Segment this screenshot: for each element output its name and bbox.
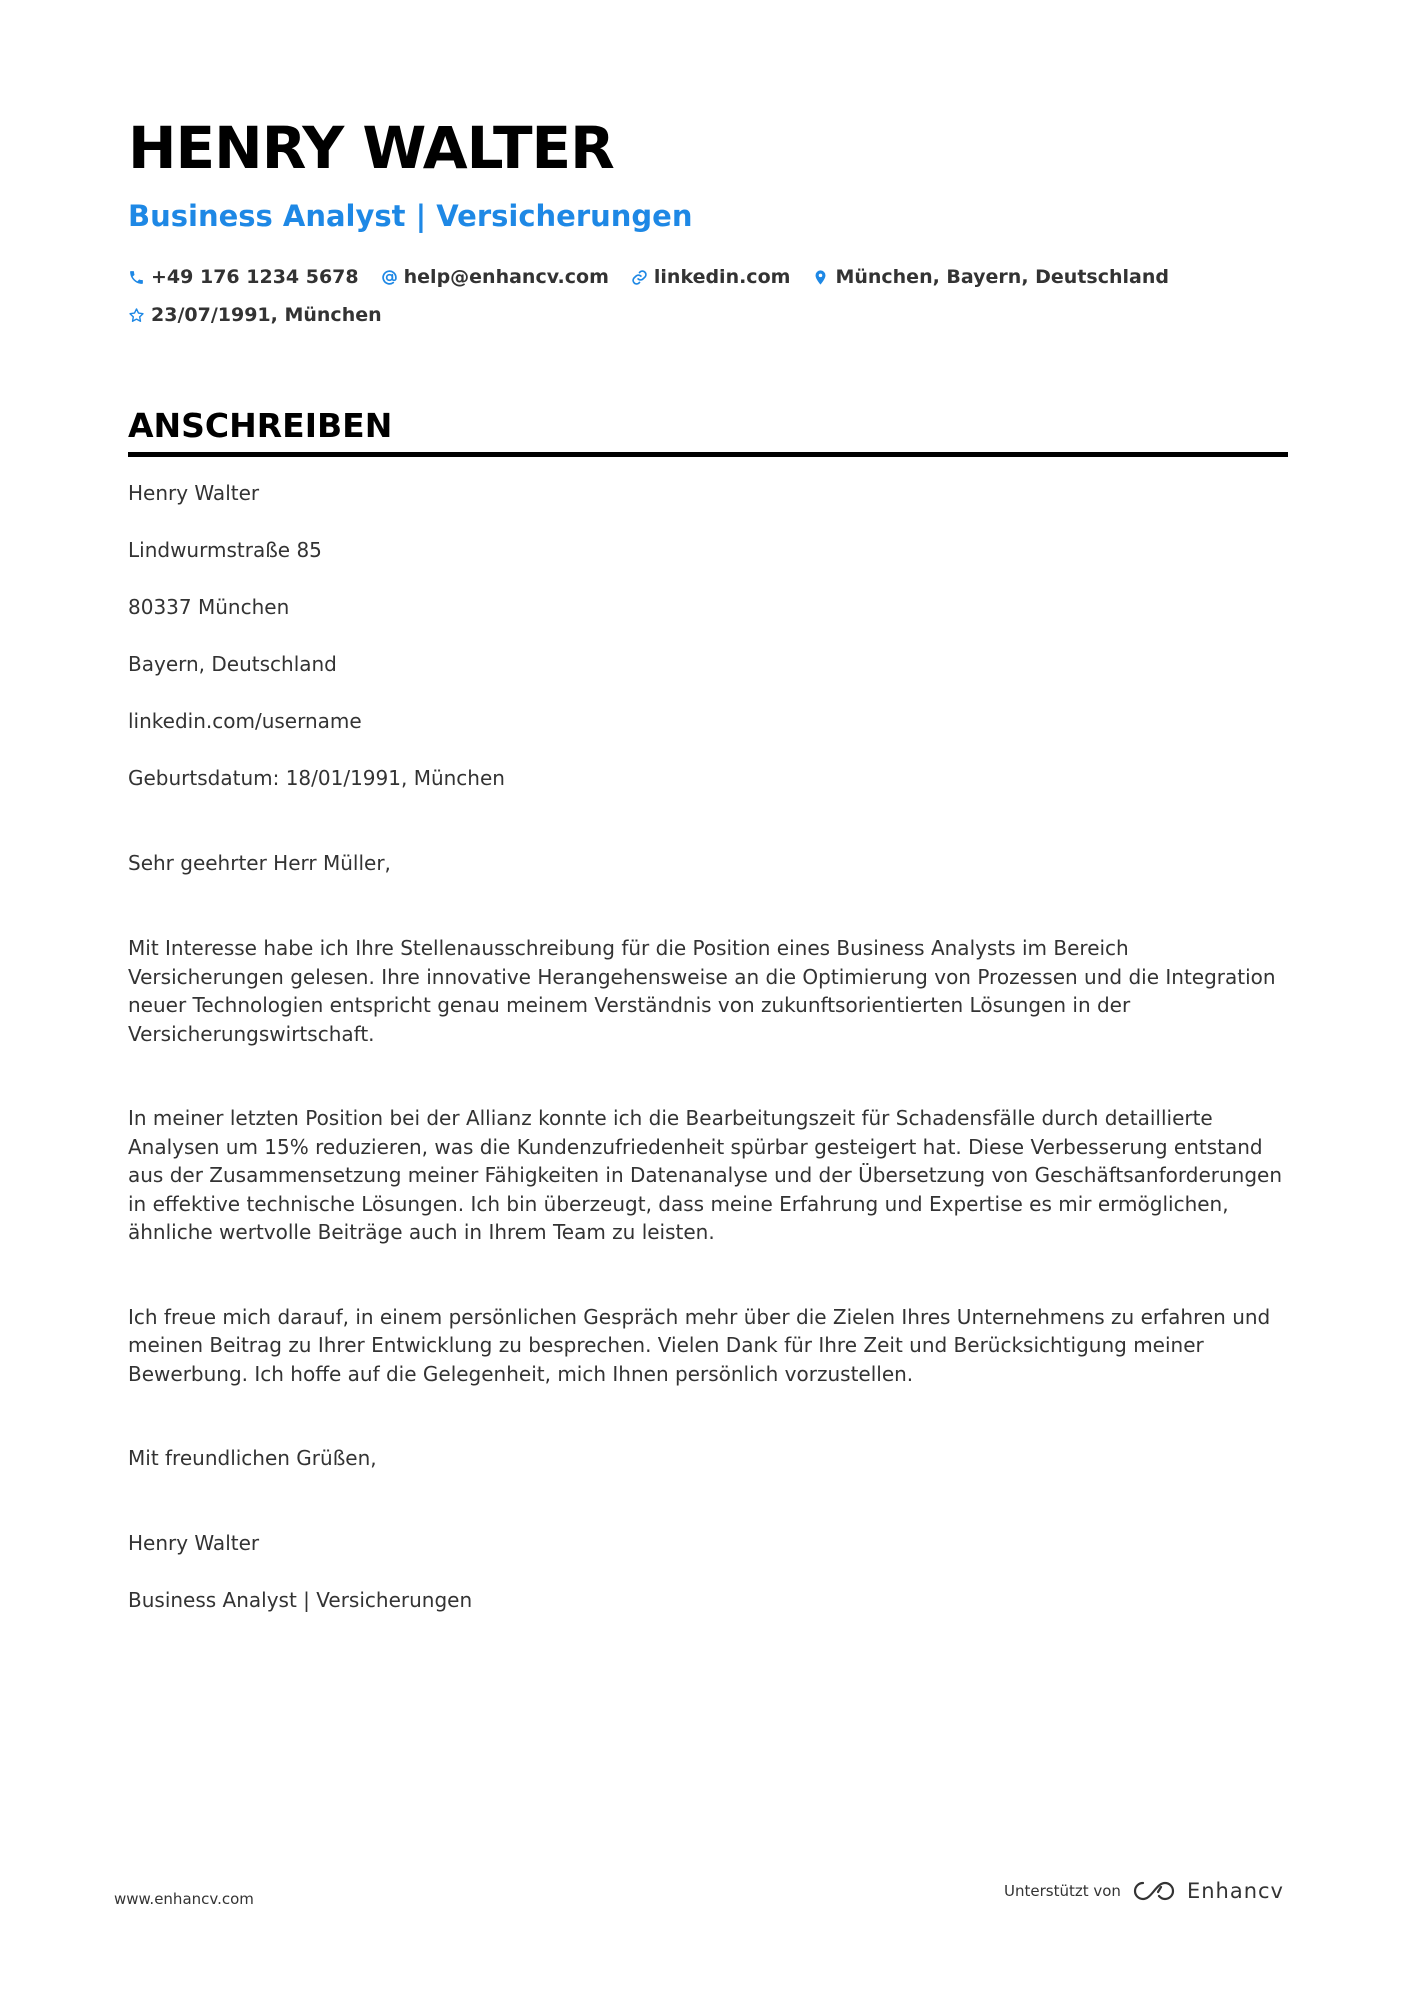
candidate-name: HENRY WALTER (128, 114, 614, 182)
sender-name: Henry Walter (128, 481, 260, 505)
cover-letter-body (128, 479, 1288, 1615)
resume-page (128, 110, 1288, 1643)
letter-paragraph: Ich freue mich darauf, in einem persönlichen Gespräch mehr über die Zielen Ihres Unternehmens zu erfahren und meinen Beitrag zu Ihrer Entwicklung zu besprechen. Vielen Dank für Ihre Zeit und Berücksichtigung meiner Bewerbung. Ich hoffe auf die Gelegenheit, mich Ihnen persönlich vorzustellen. (128, 1304, 1271, 1386)
footer-branding (1004, 1878, 1284, 1904)
sender-birthdate: Geburtsdatum: 18/01/1991, München (128, 766, 505, 790)
sender-street: Lindwurmstraße 85 (128, 538, 322, 562)
letter-paragraph: In meiner letzten Position bei der Allianz konnte ich die Bearbeitungszeit für Schadensfälle durch detaillierte Analysen um 15% reduzieren, was die Kundenzufriedenheit spürbar gesteigert hat. Diese Verbesserung entstand aus der Zusammensetzung meiner Fähigkeiten in Datenanalyse und der Übersetzung von Geschäftsanforderungen in effektive technische Lösungen. Ich bin überzeugt, dass meine Erfahrung und Expertise es mir ermöglichen, ähnliche wertvolle Beiträge auch in Ihrem Team zu leisten. (128, 1106, 1283, 1244)
closing: Mit freundlichen Grüßen, (128, 1446, 377, 1470)
sender-linkedin: linkedin.com/username (128, 709, 362, 733)
contact-location-text: München, Bayern, Deutschland (835, 266, 1169, 288)
star-icon (128, 307, 145, 324)
phone-icon (128, 269, 145, 286)
sender-city: 80337 München (128, 595, 290, 619)
contact-email[interactable] (381, 258, 609, 296)
contact-info (128, 258, 1288, 334)
contact-row-secondary (128, 296, 1288, 334)
contact-linkedin[interactable] (631, 258, 791, 296)
salutation: Sehr geehrter Herr Müller, (128, 851, 391, 875)
location-pin-icon (812, 269, 829, 286)
signature-name: Henry Walter (128, 1531, 260, 1555)
letter-paragraph: Mit Interesse habe ich Ihre Stellenausschreibung für die Position eines Business Analysts im Bereich Versicherungen gelesen. Ihre innovative Herangehensweise an die Optimierung von Prozessen und die Integration neuer Technologien entspricht genau meinem Verständnis von zukunftsorientierten Lösungen in der Versicherungswirtschaft. (128, 936, 1276, 1046)
enhancv-logo-icon (1131, 1878, 1177, 1904)
footer-website[interactable]: www.enhancv.com (114, 1890, 254, 1908)
section-title-cover-letter: ANSCHREIBEN (128, 404, 1288, 457)
powered-by-label: Unterstützt von (1004, 1882, 1121, 1900)
enhancv-brand-name: Enhancv (1186, 1879, 1284, 1903)
at-icon (381, 269, 398, 286)
contact-location (812, 258, 1169, 296)
candidate-role: Business Analyst | Versicherungen (128, 199, 693, 233)
signature-role: Business Analyst | Versicherungen (128, 1588, 473, 1612)
contact-birth (128, 296, 382, 334)
link-icon (631, 269, 648, 286)
contact-linkedin-text[interactable]: linkedin.com (653, 266, 791, 288)
contact-phone (128, 258, 359, 296)
contact-row-primary (128, 258, 1288, 296)
contact-email-text[interactable]: help@enhancv.com (403, 266, 609, 288)
sender-region: Bayern, Deutschland (128, 652, 337, 676)
contact-birth-text: 23/07/1991, München (151, 304, 382, 326)
contact-phone-text: +49 176 1234 5678 (151, 266, 359, 288)
